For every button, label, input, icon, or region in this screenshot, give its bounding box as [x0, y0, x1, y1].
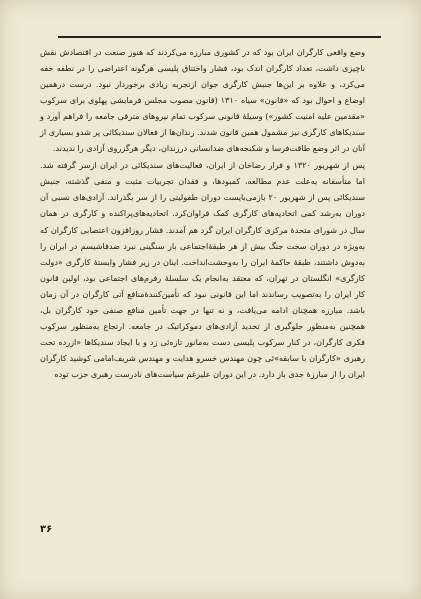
paragraph: پس از شهریور ۱۳۲۰ و فرار رضاخان از ایران، فعالیت‌های سندیکائی در ایران ازسر گرفته شد. اما متأسفانه به‌علت عدم مطالعه، کمبودها، و فقدان تجربیات مثبت و منفی گذشته، جنبش سندیکائی پس از شهریور ۲۰ بازمی‌بایست دوران طفولیتی را از سر بگذراند. آزادی‌های نسبی آن دوران به‌رشد کمی اتحادیه‌های کارگری کمک فراوان‌کرد. اتحادیه‌های‌پراکنده و کارگری در همان سال در شورای متحدهٔ مرکزی کارگران ایران گرد هم آمدند. فشار روزافزون اعتصابی کارگران که به‌ویژه در دوران سخت جنگ بیش از هر طبقهٔ‌اجتماعی بار سنگینی نبرد ضدفاشیسم در ایران را به‌دوش داشتند، طبقهٔ حاکمهٔ ایران را به‌وحشت‌انداخت. اینان در زیر فشار وابستهٔ کارگری «دولت کارگری» انگلستان در تهران، که معتقد به‌انجام یک سلسلهٔ رفرم‌های اجتماعی بود، اولین قانون کار ایران را به‌تصویب رساندند اما این قانونی نبود که تأمین‌کنندهٔ‌منافع آتی کارگران در آن زمان باشد. مبارزه همچنان ادامه می‌یافت، و نه تنها در جهت تأمین منافع صنفی خود کارگران بل، همچنین به‌منظور جلوگیری از تحدید آزادی‌های دموکراتیک در جامعه. ارتجاع به‌منظور سرکوب فکری کارگران، در کنار سرکوب پلیسی دست به‌مانور تازه‌ئی زد و با ایجاد سندیکاها «ازرده تحت رهبری «کارگران با سابقه»ئی چون مهندس خسرو هدایت و مهندس شریف‌امامی کوشید کارگران ایران را از مبارزهٔ جدی باز دارد. در این دوران علیرغم سیاست‌های نادرست رهبری حزب توده: [40, 160, 365, 379]
paragraph: وضع واقعی کارگران ایران بود که در کشوری مبارزه می‌کردند که هنوز صنعت در اقتصادش نقش ناچیزی داشت، تعداد کارگران اندک بود، فشار واختناق پلیسی هرگونه اعتراضی را در نطفه خفه می‌کرد، و علاوه بر این‌ها جنبش کارگری جوان ازتجربه زیادی برخوردار نبود. درست درهمین اوضاع و احوال بود که «قانون» سیاه ۱۳۱۰ (قانون مصوب مجلس فرمایشی پهلوی برای سرکوب «مقدمین علیه امنیت کشور») وسیلهٔ قانونی سرکوب تمام نیروهای مترقی جامعه را فراهم آورد و سندیکاهای کارگری نیز مشمول همین قانون شدند. زندان‌ها از فعالان سندیکائی پر شدو بسیاری از آنان در اثر وضع طاقت‌فرسا و شکنجه‌های ضدانسانی درزندان، دیگر هرگزروی آزادی را ندیدند.: [40, 47, 365, 154]
header-rule: [58, 36, 381, 38]
body-text: [40, 44, 365, 382]
page-number: ۳۶: [40, 524, 53, 535]
